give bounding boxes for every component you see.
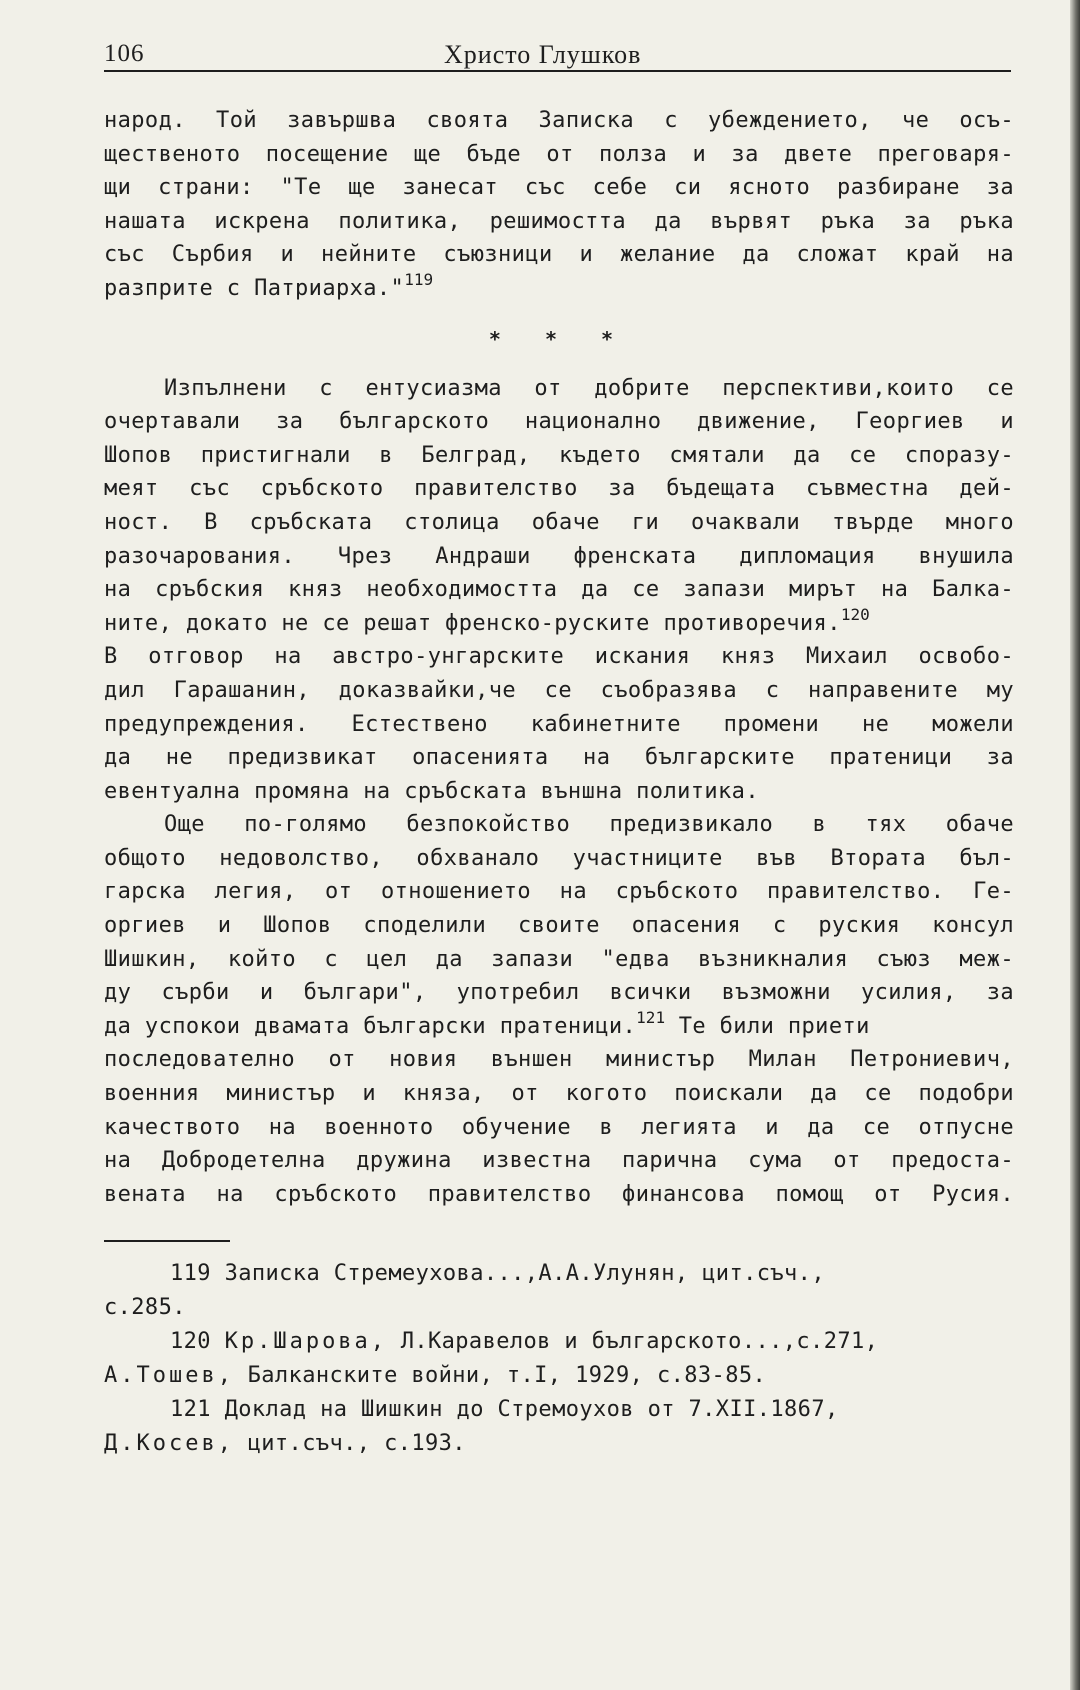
text-line: меят със сръбското правителство за бъдещата съвместна дей-: [104, 476, 1014, 502]
footnotes: [104, 1257, 1014, 1461]
text-fragment: разприте с Патриарха.": [104, 275, 405, 301]
footnote-line: с.285.: [104, 1295, 186, 1320]
text-fragment: да успокои двамата български пратеници.: [104, 1013, 637, 1039]
text-line: Шопов пристигнали в Белград, където смятали да се споразу-: [104, 442, 1014, 468]
text-line: качеството на военното обучение в легията и да се отпусне: [104, 1114, 1014, 1140]
page-header: [104, 36, 1011, 72]
text-line: ност. В сръбската столица обаче ги очаквали твърде много: [104, 509, 1014, 535]
text-line: гарска легия, от отношението на сръбското правителство. Ге-: [104, 879, 1014, 905]
text-line: военния министър и княза, от когото поискали да се подобри: [104, 1081, 1014, 1107]
footnote-line: [104, 1359, 1014, 1393]
footnote-rule: [104, 1240, 230, 1242]
page-edge-shadow: [1070, 0, 1080, 1690]
text-line: [104, 269, 1014, 306]
text-line: да не предизвикат опасенията на българските пратеници за: [104, 745, 1014, 771]
footnote-line: [104, 1427, 1014, 1461]
footnote-text: цит.съч., с.193.: [233, 1431, 466, 1456]
text-line: Още по-голямо безпокойство предизвикало в тях обаче: [164, 812, 1014, 838]
text-line: Изпълнени с ентусиазма от добрите перспективи,които се: [164, 375, 1014, 401]
paragraph-3: [104, 808, 1014, 1211]
footnote-reference: 120: [840, 604, 870, 624]
paragraph-2: [104, 372, 1014, 809]
section-separator: * * *: [488, 326, 630, 351]
text-line: щественото посещение ще бъде от полза и за двете преговаря-: [104, 141, 1014, 167]
footnote-120: [104, 1325, 1014, 1393]
text-line: народ. Той завършва своята Записка с убеждението, че осъ-: [104, 108, 1014, 133]
footnote-119: [104, 1257, 1014, 1325]
page-number: 106: [104, 40, 145, 67]
footnote-line: 119 Записка Стремеухова...,А.А.Улунян, цит.съч.,: [170, 1261, 825, 1286]
running-head: Христо Глушков: [444, 40, 642, 69]
text-line: [104, 1007, 1014, 1044]
text-fragment: ните, докато не се решат френско-руските противоречия.: [104, 610, 841, 636]
text-line: Шишкин, който с цел да запази "едва възникналия съюз меж-: [104, 946, 1014, 972]
text-line: нашата искрена политика, решимостта да вървят ръка за ръка: [104, 208, 1014, 234]
text-line: предупреждения. Естествено кабинетните промени не можели: [104, 711, 1014, 737]
text-line: В отговор на австро-унгарските искания княз Михаил освобо-: [104, 644, 1014, 670]
footnote-reference: 121: [636, 1007, 666, 1027]
text-line: дил Гарашанин, доказвайки,че се съобразява с направените му: [104, 677, 1014, 703]
footnote-line: 121 Доклад на Шишкин до Стремоухов от 7.XII.1867,: [170, 1397, 839, 1422]
footnote-number: 120: [170, 1329, 225, 1354]
text-line: очертавали за българското национално движение, Георгиев и: [104, 409, 1014, 435]
text-line: на Добродетелна дружина известна парична сума от предоста-: [104, 1148, 1014, 1174]
text-line: със Сърбия и нейните съюзници и желание да сложат край на: [104, 242, 1014, 268]
text-line: разочарования. Чрез Андраши френската дипломация внушила: [104, 543, 1014, 569]
text-line: [104, 604, 1014, 641]
text-line: оргиев и Шопов споделили своите опасения с руския консул: [104, 913, 1014, 939]
text-line: на сръбския княз необходимостта да се запази мирът на Балка-: [104, 577, 1014, 603]
footnote-line: [104, 1325, 1014, 1359]
text-line: вената на сръбското правителство финансова помощ от Русия.: [104, 1181, 1014, 1207]
footnote-reference: 119: [404, 269, 434, 289]
text-line: евентуална промяна на сръбската външна политика.: [104, 778, 759, 804]
paragraph-1: [104, 104, 1014, 306]
footnote-author: А.Тошев,: [104, 1363, 234, 1388]
footnote-text: Л.Каравелов и българското...,с.271,: [387, 1329, 879, 1354]
text-line: щи страни: "Те ще занесат със себе си ясното разбиране за: [104, 175, 1014, 201]
footnote-text: Балканските войни, т.I, 1929, с.83-85.: [233, 1363, 767, 1388]
main-text: [104, 104, 1014, 1211]
text-line: последователно от новия външен министър Милан Петрониевич,: [104, 1047, 1014, 1073]
footnote-author: Д.Косев,: [104, 1431, 234, 1456]
footnote-121: [104, 1393, 1014, 1461]
footnote-author: Кр.Шарова,: [224, 1329, 388, 1354]
text-line: общото недоволство, обхванало участниците във Втората бъл-: [104, 845, 1014, 871]
text-line: ду сърби и българи", употребил всички възможни усилия, за: [104, 980, 1014, 1006]
text-fragment: Те били приети: [665, 1013, 870, 1039]
